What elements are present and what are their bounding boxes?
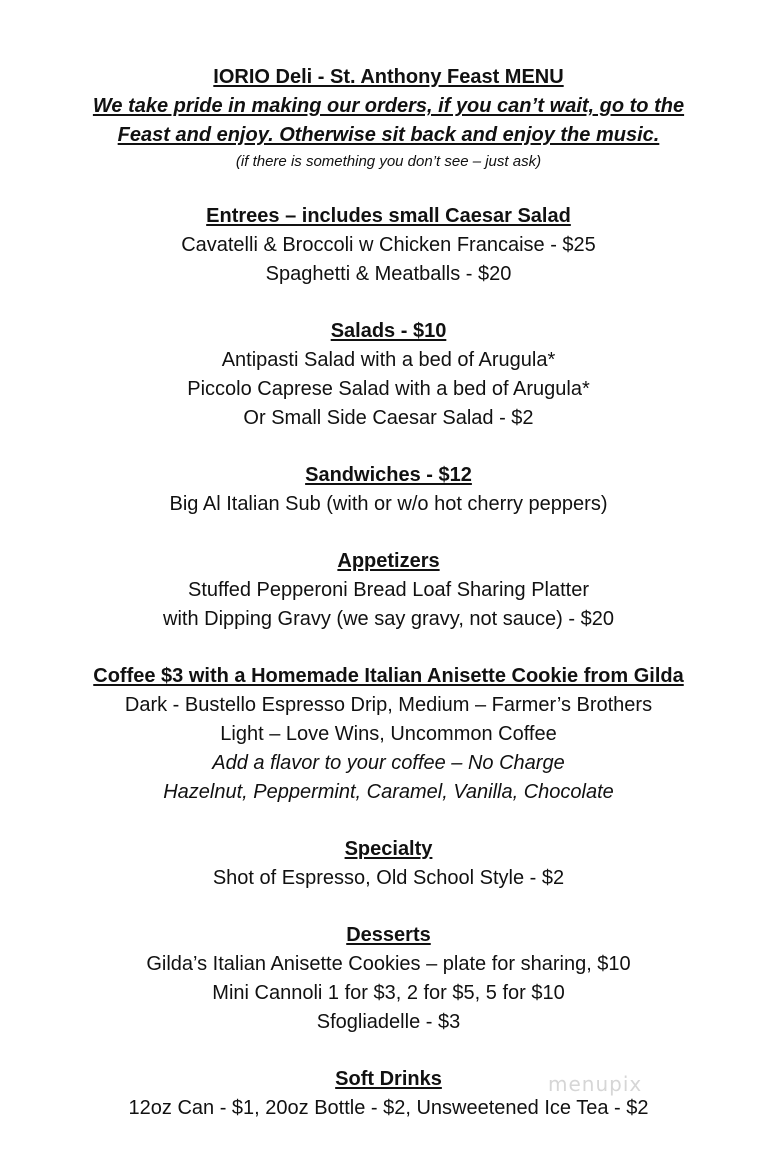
menu-item: 12oz Can - $1, 20oz Bottle - $2, Unsweetened Ice Tea - $2 [128,1097,649,1119]
flavor-list: Hazelnut, Peppermint, Caramel, Vanilla, Chocolate [163,781,614,803]
menu-item: with Dipping Gravy (we say gravy, not sauce) - $20 [163,608,614,630]
section-heading-coffee: Coffee $3 with a Homemade Italian Anisette Cookie from Gilda [93,665,684,687]
menupix-watermark: menupix [548,1072,643,1096]
section-desserts [0,921,777,1037]
menu-item: Gilda’s Italian Anisette Cookies – plate for sharing, $10 [146,953,631,975]
tagline-line-2: Feast and enjoy. Otherwise sit back and enjoy the music. [117,124,660,146]
section-coffee [0,662,777,807]
tagline-line-1: We take pride in making our orders, if you can’t wait, go to the [92,95,685,117]
section-heading-entrees: Entrees – includes small Caesar Salad [206,205,571,227]
section-appetizers [0,547,777,634]
flavor-note: Add a flavor to your coffee – No Charge [212,752,565,774]
menu-item: Sfogliadelle - $3 [316,1011,461,1033]
section-heading-soft-drinks: Soft Drinks [335,1068,442,1090]
menu-item: Piccolo Caprese Salad with a bed of Arugula* [187,378,590,400]
section-salads [0,317,777,433]
menu-item: Cavatelli & Broccoli w Chicken Francaise - $25 [181,234,596,256]
menu-item: Dark - Bustello Espresso Drip, Medium – Farmer’s Brothers [124,694,653,716]
menu-item: Antipasti Salad with a bed of Arugula* [221,349,556,371]
menu-item: Or Small Side Caesar Salad - $2 [243,407,534,429]
menu-item: Stuffed Pepperoni Bread Loaf Sharing Platter [187,579,589,601]
section-soft-drinks [0,1065,777,1123]
section-heading-sandwiches: Sandwiches - $12 [305,464,472,486]
menu-item: Light – Love Wins, Uncommon Coffee [220,723,557,745]
menu-header [0,63,777,174]
menu-item: Big Al Italian Sub (with or w/o hot cherry peppers) [169,493,608,515]
section-entrees [0,202,777,289]
menu-item: Shot of Espresso, Old School Style - $2 [212,867,565,889]
menu-title: IORIO Deli - St. Anthony Feast MENU [213,66,564,88]
menu-item: Spaghetti & Meatballs - $20 [265,263,512,285]
section-specialty [0,835,777,893]
section-heading-salads: Salads - $10 [330,320,447,342]
menu-item: Mini Cannoli 1 for $3, 2 for $5, 5 for $10 [212,982,565,1004]
section-heading-specialty: Specialty [344,838,433,860]
ask-note: (if there is something you don’t see – just ask) [235,153,542,170]
section-heading-desserts: Desserts [346,924,431,946]
section-sandwiches [0,461,777,519]
section-heading-appetizers: Appetizers [337,550,440,572]
